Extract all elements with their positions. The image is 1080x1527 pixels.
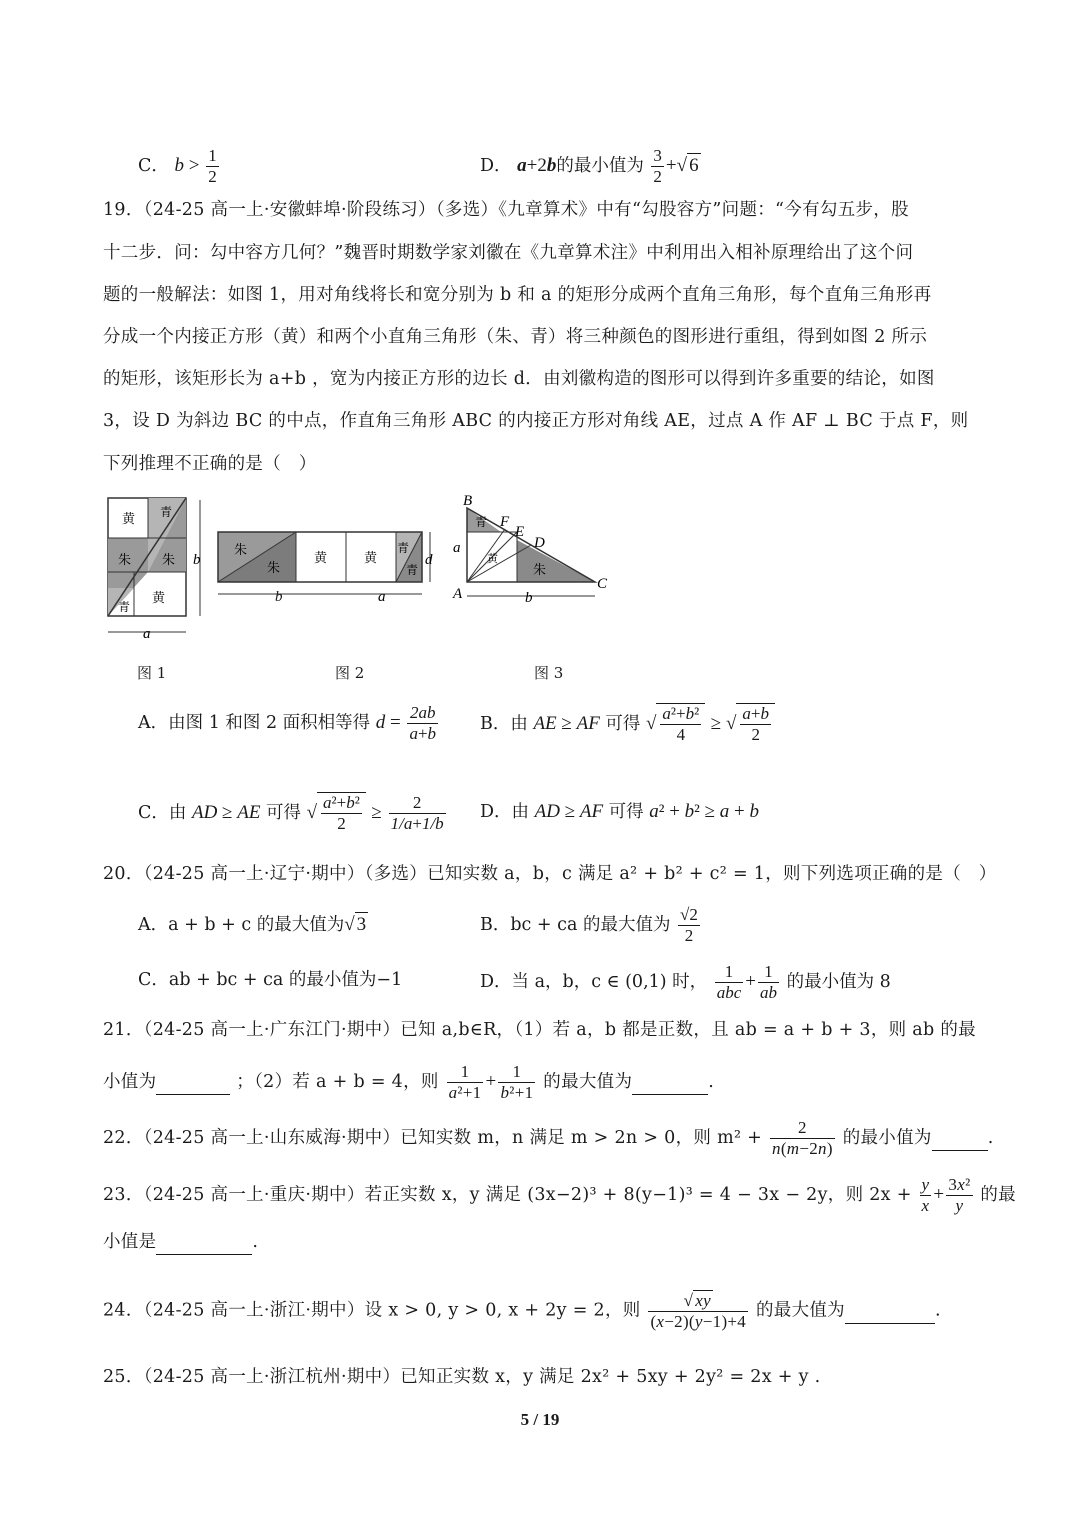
q22-line: 22．（24-25 高一上·山东威海·期中）已知实数 m，n 满足 m > 2n > 0，则 m² + $\frac{2}{n(m-2n)}$ 的最小值为 . [103,1118,994,1158]
fig1-caption: 图 1 [137,664,167,682]
q20-option-d: D．当 a，b，c ∈ (0,1) 时， $\frac{1}{\text{abc}}$ + $\frac{1}{ab}$ 的最小值为 8 [480,962,891,1002]
fig3-label-a: a [453,540,461,556]
fig1-label-a: a [143,626,151,642]
fig2-caption: 图 2 [335,664,365,682]
q19-line-6: 3，设 D 为斜边 BC 的中点，作直角三角形 ABC 的内接正方形对角线 AE，过点 A 作 AF ⊥ BC 于点 F，则 [103,411,969,431]
q21-blank-1[interactable] [156,1070,230,1095]
fig3-label-red: 朱 [533,562,547,577]
fig3-label-B: B [463,493,473,509]
fig2-label-red2: 朱 [267,560,281,575]
q21-line-2: 小值为 ；（2）若 a + b = 4，则 $\frac{1}{\text{a²+1}}$ + $\frac{1}{\text{b²+1}}$ 的最大值为 . [103,1062,715,1102]
q19-option-a: A．由图 1 和图 2 面积相等得 d = $\frac{2ab}{a+b}$ [138,703,437,743]
q19-line-5: 的矩形，该矩形长为 a+b ，宽为内接正方形的边长 d．由刘徽构造的图形可以得到许多重要的结论，如图 [103,369,935,389]
q19-line-1: 19．（24-25 高一上·安徽蚌埠·阶段练习）（多选）《九章算术》中有“勾股容方”问题：“今有勾五步，股 [103,200,909,220]
fig2-label-a: a [378,589,386,605]
figure-3 [445,490,615,610]
fig2-label-b: b [275,589,283,605]
fig3-label-E: E [515,524,525,540]
fig3-label-D: D [534,535,545,551]
q25-line: 25．（24-25 高一上·浙江杭州·期中）已知正实数 x，y 满足 2x² + 5xy + 2y² = 2x + y . [103,1367,821,1387]
fig2-label-red: 朱 [234,542,248,557]
fig3-label-cyan: 青 [475,515,488,529]
q19-option-d: D．由 AD ≥ AF 可得 a² + b² ≥ a + b [480,801,760,822]
q20-option-a: A．a + b + c 的最大值为√ 3 [138,914,367,935]
fig2-label-cyan2: 青 [406,563,419,577]
fig3-label-C: C [597,576,608,592]
q23-blank[interactable] [156,1230,252,1255]
q18-option-c: C． b > $\frac{1}{2}$ [138,146,217,186]
fig3-label-b: b [525,590,533,606]
fig1-label-b: b [193,552,201,568]
q23-line-1: 23．（24-25 高一上·重庆·期中）若正实数 x，y 满足 (3x−2)³ + 8(y−1)³ = 4 − 3x − 2y，则 2x + $\frac{y}{x}$ + $\frac{\text{3x²}}{y}$ 的最 [103,1175,1016,1215]
fig1-label-cyan: 青 [160,505,173,519]
fig3-caption: 图 3 [534,664,564,682]
q19-line-4: 分成一个内接正方形（黄）和两个小直角三角形（朱、青）将三种颜色的图形进行重组，得到如图 2 所示 [103,327,928,347]
fig1-label-red: 朱 [118,552,132,567]
q19-option-c: C．由 AD ≥ AE 可得 √ $\frac{\text{a²+b²}}{2}$ ≥ $\frac{2}{1/a+1/b}$ [138,793,444,833]
figure-1 [100,492,215,642]
q18-option-d: D． a+2b的最小值为 $\frac{3}{2}$ +√ 6 [480,146,699,186]
figure-2 [212,522,442,607]
q24-line: 24．（24-25 高一上·浙江·期中）设 x > 0, y > 0, x + 2y = 2，则 $\frac{√ xy}{(x-2)(y-1)+4}$ 的最大值为 . [103,1291,941,1331]
q21-blank-2[interactable] [632,1070,708,1095]
fig1-label-cyan2: 青 [118,600,131,614]
q19-line-2: 十二步．问：勾中容方几何？”魏晋时期数学家刘徽在《九章算术注》中利用出入相补原理给出了这个问 [103,243,914,263]
q19-option-b: B．由 AE ≥ AF 可得 √ $\frac{\text{a²+b²}}{4}$ ≥ √ $\frac{a+b}{2}$ [480,703,775,745]
q20-option-c: C．ab + bc + ca 的最小值为−1 [138,970,403,990]
fig3-label-F: F [500,514,510,530]
q19-line-7: 下列推理不正确的是（ ） [103,454,317,474]
q21-line-1: 21．（24-25 高一上·广东江门·期中）已知 a,b∈R，（1）若 a，b 都是正数，且 ab = a + b + 3，则 ab 的最 [103,1020,976,1040]
fig3-label-A: A [453,586,463,602]
q23-line-2: 小值是 . [103,1230,258,1255]
fig2-label-yellow: 黄 [314,550,328,565]
fig1-label-yellow: 黄 [122,511,136,526]
fig3-label-yellow: 黄 [487,553,498,565]
fig1-label-red2: 朱 [162,552,176,567]
page-number: 5 / 19 [520,1410,560,1429]
q22-blank[interactable] [932,1126,988,1151]
q20-option-b: B．bc + ca 的最大值为 $\frac{√2}{2}$ [480,905,698,945]
fig2-label-d: d [425,552,433,568]
q24-blank[interactable] [845,1299,935,1324]
q19-line-3: 题的一般解法：如图 1，用对角线将长和宽分别为 b 和 a 的矩形分成两个直角三角形，每个直角三角形再 [103,285,932,305]
fig2-label-cyan: 青 [397,541,410,555]
q20-stem: 20．（24-25 高一上·辽宁·期中）（多选）已知实数 a，b，c 满足 a² + b² + c² = 1，则下列选项正确的是（ ） [103,864,997,884]
fig1-label-yellow2: 黄 [152,590,166,605]
fig2-label-yellow2: 黄 [364,550,378,565]
